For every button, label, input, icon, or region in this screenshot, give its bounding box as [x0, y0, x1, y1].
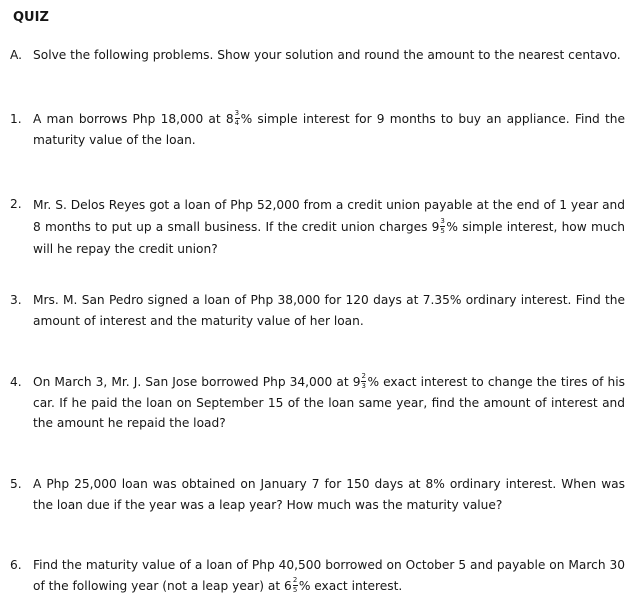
- problem-number: 4.: [10, 375, 22, 389]
- fraction-numerator: 2: [292, 575, 298, 584]
- fraction: [293, 577, 298, 594]
- quiz-title: QUIZ: [13, 10, 49, 25]
- problem-text-before: A man borrows Php 18,000 at 8: [33, 112, 234, 126]
- fraction: [440, 218, 445, 235]
- fraction: [235, 110, 240, 127]
- fraction-numerator: 3: [440, 217, 445, 225]
- problem-text-after: % exact interest.: [298, 578, 403, 593]
- fraction-numerator: 2: [361, 372, 366, 380]
- fraction-numerator: 3: [234, 109, 240, 117]
- problem-number: 3.: [10, 293, 22, 307]
- problem-text-after: % simple interest for 9 months to buy an appliance. Find the maturity value of the loan.: [33, 112, 625, 147]
- problem-text: [33, 109, 625, 150]
- problem-text-before: On March 3, Mr. J. San Jose borrowed Php 34,000 at 9: [33, 375, 361, 389]
- fraction-denominator: 3: [361, 382, 366, 390]
- problem-text: [33, 372, 625, 434]
- problem-text: A Php 25,000 loan was obtained on January 7 for 150 days at 8% ordinary interest. When was the loan due if the year was a leap year? How much was the maturity value?: [33, 477, 625, 512]
- fraction: [361, 373, 366, 390]
- problem-number: 6.: [10, 558, 22, 572]
- fraction-denominator: 4: [234, 119, 240, 127]
- problem-text-before: Find the maturity value of a loan of Php 40,500 borrowed on October 5 and payable on March 30 of the following year (not a leap year) at 6: [33, 558, 625, 593]
- problem-number: 5.: [10, 477, 22, 491]
- problem-text-after: % simple interest, how much will he repay the credit union?: [33, 220, 625, 256]
- problem-number: 2.: [10, 197, 22, 211]
- instruction-label: A.: [10, 48, 22, 62]
- fraction-denominator: 5: [440, 227, 445, 235]
- problem-text: [33, 555, 625, 596]
- fraction-denominator: 5: [292, 585, 298, 594]
- problem-number: 1.: [10, 112, 22, 126]
- problem-text-before: Mr. S. Delos Reyes got a loan of Php 52,000 from a credit union payable at the end of 1 year and 8 months to put up a small business. If the credit union charges 9: [33, 198, 625, 234]
- problem-text: [33, 194, 625, 260]
- problem-text-after: % exact interest to change the tires of his car. If he paid the loan on September 15 of the loan same year, find the amount of interest and the amount he repaid the load?: [33, 375, 625, 430]
- instruction-text: Solve the following problems. Show your solution and round the amount to the nearest centavo.: [33, 48, 621, 62]
- problem-text: Mrs. M. San Pedro signed a loan of Php 38,000 for 120 days at 7.35% ordinary interest. Find the amount of interest and the maturity value of her loan.: [33, 293, 625, 328]
